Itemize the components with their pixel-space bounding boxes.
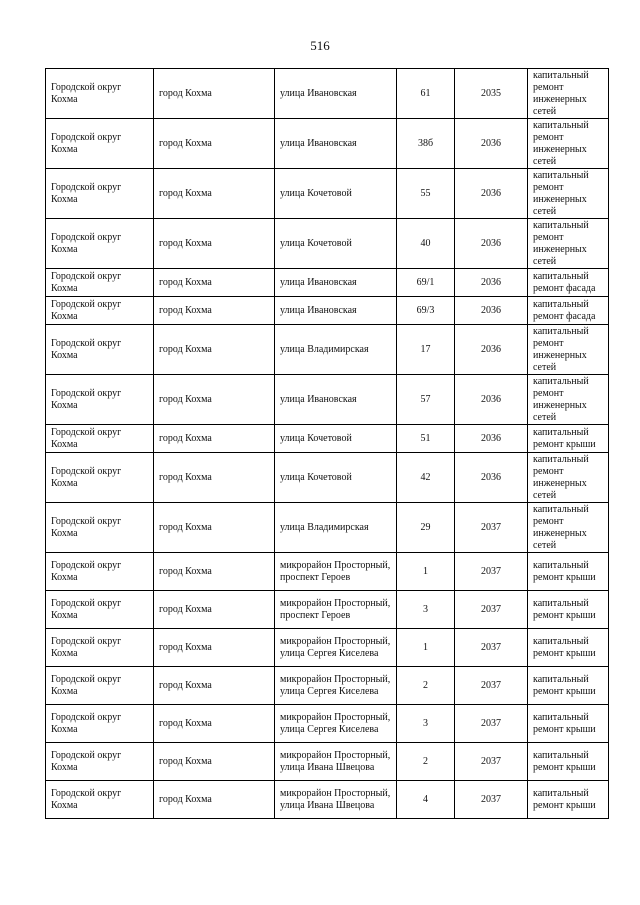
work-cell: капитальный ремонт крыши (528, 591, 609, 629)
town-cell: город Кохма (154, 705, 275, 743)
year-cell: 2036 (455, 297, 528, 325)
work-cell: капитальный ремонт крыши (528, 781, 609, 819)
town-cell: город Кохма (154, 503, 275, 553)
work-cell: капитальный ремонт инженерных сетей (528, 119, 609, 169)
street-cell: микрорайон Просторный, улица Сергея Киселева (275, 629, 397, 667)
street-cell: микрорайон Просторный, проспект Героев (275, 591, 397, 629)
district-cell: Городской округ Кохма (46, 591, 154, 629)
table-row (46, 629, 609, 667)
street-cell: микрорайон Просторный, улица Сергея Киселева (275, 667, 397, 705)
work-cell: капитальный ремонт инженерных сетей (528, 325, 609, 375)
street-cell: улица Ивановская (275, 297, 397, 325)
table-row (46, 119, 609, 169)
town-cell: город Кохма (154, 553, 275, 591)
table-row (46, 667, 609, 705)
work-cell: капитальный ремонт фасада (528, 269, 609, 297)
district-cell: Городской округ Кохма (46, 69, 154, 119)
street-cell: улица Владимирская (275, 325, 397, 375)
town-cell: город Кохма (154, 219, 275, 269)
house-cell: 69/3 (397, 297, 455, 325)
street-cell: микрорайон Просторный, улица Ивана Швецова (275, 781, 397, 819)
town-cell: город Кохма (154, 629, 275, 667)
work-cell: капитальный ремонт фасада (528, 297, 609, 325)
table-row (46, 325, 609, 375)
house-cell: 40 (397, 219, 455, 269)
table-row (46, 705, 609, 743)
town-cell: город Кохма (154, 781, 275, 819)
year-cell: 2036 (455, 453, 528, 503)
district-cell: Городской округ Кохма (46, 219, 154, 269)
year-cell: 2037 (455, 667, 528, 705)
street-cell: улица Ивановская (275, 119, 397, 169)
work-cell: капитальный ремонт крыши (528, 667, 609, 705)
house-cell: 1 (397, 553, 455, 591)
work-cell: капитальный ремонт крыши (528, 629, 609, 667)
town-cell: город Кохма (154, 375, 275, 425)
street-cell: микрорайон Просторный, проспект Героев (275, 553, 397, 591)
work-cell: капитальный ремонт инженерных сетей (528, 219, 609, 269)
house-cell: 61 (397, 69, 455, 119)
district-cell: Городской округ Кохма (46, 325, 154, 375)
district-cell: Городской округ Кохма (46, 169, 154, 219)
work-cell: капитальный ремонт инженерных сетей (528, 69, 609, 119)
district-cell: Городской округ Кохма (46, 453, 154, 503)
house-cell: 3 (397, 591, 455, 629)
town-cell: город Кохма (154, 297, 275, 325)
year-cell: 2036 (455, 269, 528, 297)
year-cell: 2037 (455, 503, 528, 553)
district-cell: Городской округ Кохма (46, 667, 154, 705)
district-cell: Городской округ Кохма (46, 269, 154, 297)
house-cell: 57 (397, 375, 455, 425)
street-cell: улица Ивановская (275, 269, 397, 297)
house-cell: 51 (397, 425, 455, 453)
year-cell: 2036 (455, 325, 528, 375)
house-cell: 2 (397, 667, 455, 705)
district-cell: Городской округ Кохма (46, 705, 154, 743)
work-cell: капитальный ремонт крыши (528, 743, 609, 781)
street-cell: улица Кочетовой (275, 425, 397, 453)
district-cell: Городской округ Кохма (46, 743, 154, 781)
district-cell: Городской округ Кохма (46, 629, 154, 667)
house-cell: 42 (397, 453, 455, 503)
district-cell: Городской округ Кохма (46, 503, 154, 553)
district-cell: Городской округ Кохма (46, 297, 154, 325)
year-cell: 2037 (455, 629, 528, 667)
house-cell: 4 (397, 781, 455, 819)
town-cell: город Кохма (154, 667, 275, 705)
town-cell: город Кохма (154, 269, 275, 297)
town-cell: город Кохма (154, 169, 275, 219)
table-row (46, 591, 609, 629)
house-cell: 38б (397, 119, 455, 169)
table-row (46, 453, 609, 503)
table-row (46, 553, 609, 591)
house-cell: 2 (397, 743, 455, 781)
street-cell: улица Кочетовой (275, 169, 397, 219)
work-cell: капитальный ремонт инженерных сетей (528, 169, 609, 219)
year-cell: 2036 (455, 219, 528, 269)
table-row (46, 743, 609, 781)
year-cell: 2036 (455, 169, 528, 219)
district-cell: Городской округ Кохма (46, 553, 154, 591)
year-cell: 2035 (455, 69, 528, 119)
table-row (46, 425, 609, 453)
year-cell: 2037 (455, 705, 528, 743)
house-cell: 17 (397, 325, 455, 375)
year-cell: 2037 (455, 553, 528, 591)
street-cell: улица Владимирская (275, 503, 397, 553)
work-cell: капитальный ремонт крыши (528, 705, 609, 743)
housing-repair-table (45, 68, 609, 819)
street-cell: микрорайон Просторный, улица Сергея Киселева (275, 705, 397, 743)
table-row (46, 297, 609, 325)
table-row (46, 69, 609, 119)
house-cell: 1 (397, 629, 455, 667)
street-cell: улица Кочетовой (275, 219, 397, 269)
table-row (46, 219, 609, 269)
house-cell: 55 (397, 169, 455, 219)
street-cell: улица Ивановская (275, 69, 397, 119)
house-cell: 69/1 (397, 269, 455, 297)
town-cell: город Кохма (154, 119, 275, 169)
table-row (46, 781, 609, 819)
table-row (46, 269, 609, 297)
town-cell: город Кохма (154, 743, 275, 781)
house-cell: 3 (397, 705, 455, 743)
district-cell: Городской округ Кохма (46, 781, 154, 819)
district-cell: Городской округ Кохма (46, 375, 154, 425)
district-cell: Городской округ Кохма (46, 119, 154, 169)
street-cell: микрорайон Просторный, улица Ивана Швецова (275, 743, 397, 781)
town-cell: город Кохма (154, 425, 275, 453)
house-cell: 29 (397, 503, 455, 553)
work-cell: капитальный ремонт инженерных сетей (528, 453, 609, 503)
street-cell: улица Ивановская (275, 375, 397, 425)
work-cell: капитальный ремонт крыши (528, 553, 609, 591)
table-row (46, 503, 609, 553)
table-row (46, 169, 609, 219)
work-cell: капитальный ремонт инженерных сетей (528, 375, 609, 425)
town-cell: город Кохма (154, 453, 275, 503)
year-cell: 2036 (455, 375, 528, 425)
year-cell: 2037 (455, 781, 528, 819)
year-cell: 2036 (455, 119, 528, 169)
town-cell: город Кохма (154, 591, 275, 629)
work-cell: капитальный ремонт инженерных сетей (528, 503, 609, 553)
town-cell: город Кохма (154, 69, 275, 119)
year-cell: 2036 (455, 425, 528, 453)
work-cell: капитальный ремонт крыши (528, 425, 609, 453)
page-number: 516 (310, 38, 330, 53)
table-row (46, 375, 609, 425)
street-cell: улица Кочетовой (275, 453, 397, 503)
district-cell: Городской округ Кохма (46, 425, 154, 453)
year-cell: 2037 (455, 591, 528, 629)
year-cell: 2037 (455, 743, 528, 781)
town-cell: город Кохма (154, 325, 275, 375)
